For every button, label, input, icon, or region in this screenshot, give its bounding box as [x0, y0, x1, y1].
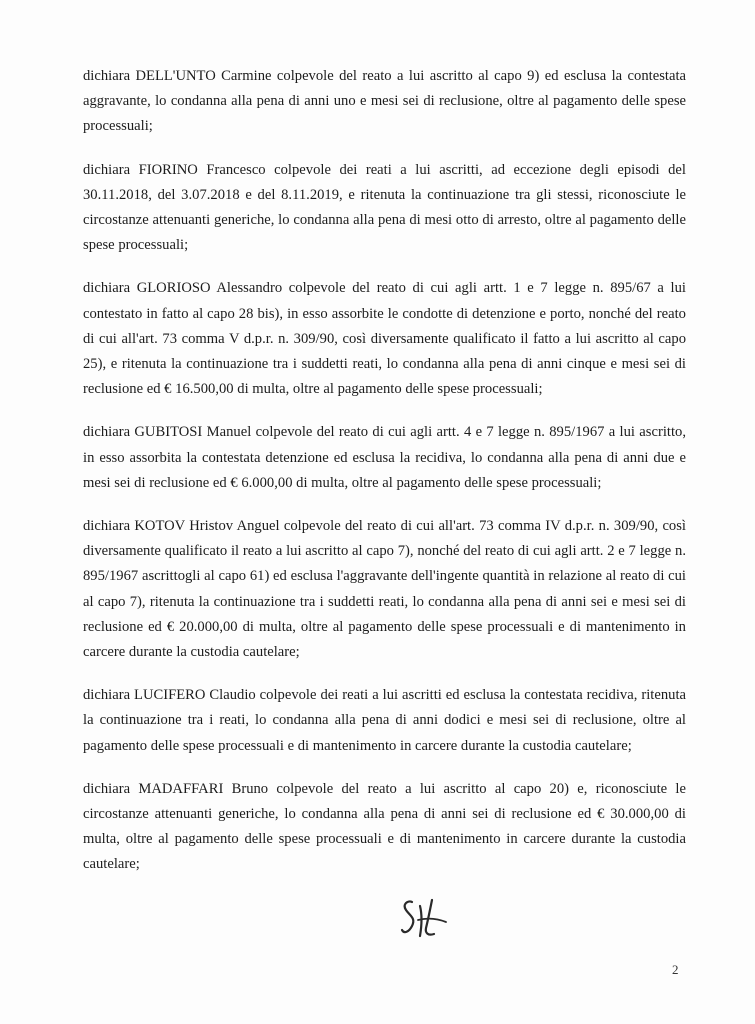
signature-icon [398, 896, 458, 944]
paragraph-kotov: dichiara KOTOV Hristov Anguel colpevole del reato di cui all'art. 73 comma IV d.p.r. n. 309/90, così diversamente qualificato il reato a lui ascritto al capo 7), nonché del reato di cui agli artt. 2 e 7 legge n. 895/1967 ascrittogli al capo 61) ed esclusa l'aggravante dell'ingente quantità in relazione al reato di cui al capo 7), ritenuta la continuazione tra i suddetti reati, lo condanna alla pena di anni sei e mesi sei di reclusione ed € 20.000,00 di multa, oltre al pagamento delle spese processuali e di mantenimento in carcere durante la custodia cautelare; [83, 518, 686, 661]
paragraph-lucifero: dichiara LUCIFERO Claudio colpevole dei reati a lui ascritti ed esclusa la contestata recidiva, ritenuta la continuazione tra i reati, lo condanna alla pena di anni dodici e mesi sei di reclusione, oltre al pagamento delle spese processuali e di mantenimento in carcere durante la custodia cautelare; [83, 687, 686, 754]
paragraph-madaffari: dichiara MADAFFARI Bruno colpevole del reato a lui ascritto al capo 20) e, riconosciute le circostanze attenuanti generiche, lo condanna alla pena di anni sei di reclusione ed € 30.000,00 di multa, oltre al pagamento delle spese processuali e di mantenimento in carcere durante la custodia cautelare; [83, 780, 686, 873]
page-number: 2 [672, 962, 679, 977]
paragraph-glorioso: dichiara GLORIOSO Alessandro colpevole del reato di cui agli artt. 1 e 7 legge n. 895/67 a lui contestato in fatto al capo 28 bis), in esso assorbite le condotte di detenzione e porto, nonché del reato di cui all'art. 73 comma V d.p.r. n. 309/90, così diversamente qualificato il fatto a lui ascritto al capo 25), e ritenuta la continuazione tra i suddetti reati, lo condanna alla pena di anni cinque e mesi sei di reclusione ed € 16.500,00 di multa, oltre al pagamento delle spese processuali; [83, 280, 686, 398]
paragraph-dell-unto: dichiara DELL'UNTO Carmine colpevole del reato a lui ascritto al capo 9) ed esclusa la contestata aggravante, lo condanna alla pena di anni uno e mesi sei di reclusione, oltre al pagamento delle spese processuali; [83, 68, 686, 135]
paragraph-fiorino: dichiara FIORINO Francesco colpevole dei reati a lui ascritti, ad eccezione degli episodi del 30.11.2018, del 3.07.2018 e del 8.11.2019, e ritenuta la continuazione tra gli stessi, riconosciute le circostanze attenuanti generiche, lo condanna alla pena di mesi otto di arresto, oltre al pagamento delle spese processuali; [83, 161, 686, 254]
document-body [83, 64, 686, 878]
paragraph-gubitosi: dichiara GUBITOSI Manuel colpevole del reato di cui agli artt. 4 e 7 legge n. 895/1967 a lui ascritto, in esso assorbita la contestata detenzione ed esclusa la recidiva, lo condanna alla pena di anni due e mesi sei di reclusione ed € 6.000,00 di multa, oltre al pagamento delle spese processuali; [83, 424, 686, 491]
